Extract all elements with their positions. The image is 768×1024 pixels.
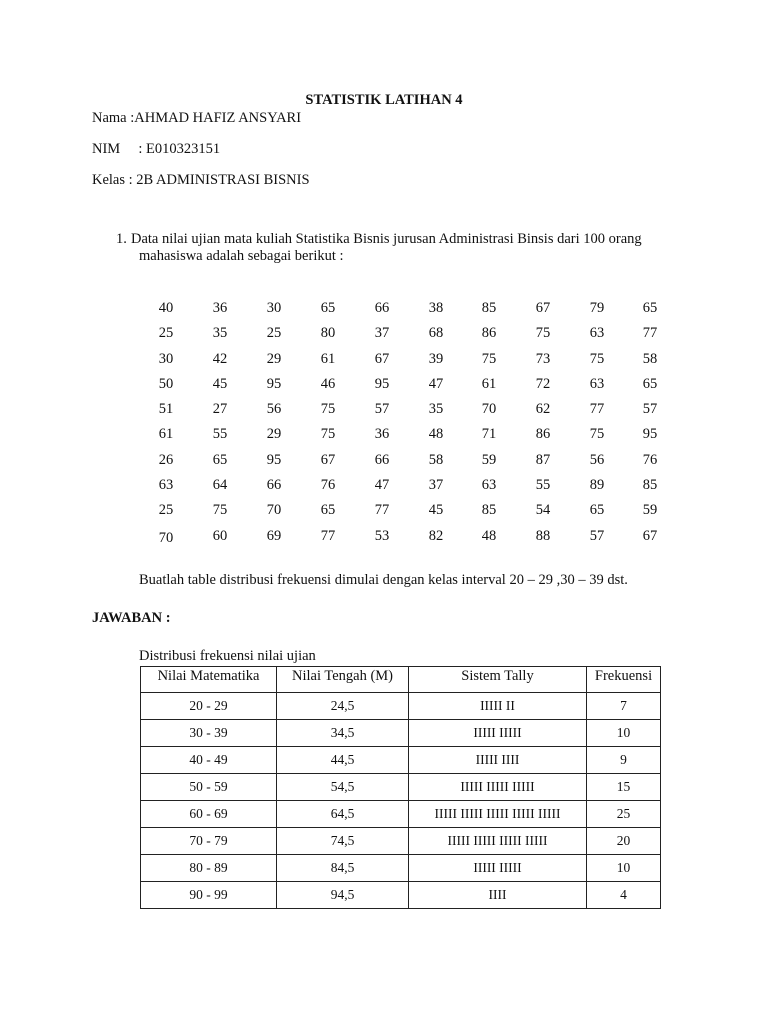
cell-tally: IIIII IIIII (409, 720, 587, 747)
cell-interval: 80 - 89 (141, 855, 277, 882)
cell-interval: 50 - 59 (141, 774, 277, 801)
cell-tally: IIIII IIIII (409, 855, 587, 882)
table-row (141, 774, 661, 801)
raw-value: 65 (642, 375, 658, 392)
raw-value: 63 (589, 375, 605, 392)
raw-value: 59 (481, 451, 497, 468)
raw-value: 61 (158, 426, 174, 443)
student-class: Kelas : 2B ADMINISTRASI BISNIS (92, 172, 310, 188)
table-caption: Distribusi frekuensi nilai ujian (139, 648, 316, 664)
table-row (141, 693, 661, 720)
raw-value: 51 (158, 401, 174, 418)
raw-value: 77 (642, 325, 658, 342)
raw-value: 75 (481, 350, 497, 367)
raw-value: 75 (320, 426, 336, 443)
cell-midpoint: 34,5 (277, 720, 409, 747)
cell-midpoint: 84,5 (277, 855, 409, 882)
raw-value: 63 (481, 477, 497, 494)
cell-interval: 30 - 39 (141, 720, 277, 747)
raw-value: 89 (589, 477, 605, 494)
answer-heading: JAWABAN : (92, 610, 171, 626)
raw-value: 59 (642, 502, 658, 519)
raw-value: 39 (428, 350, 444, 367)
cell-interval: 90 - 99 (141, 882, 277, 909)
raw-value: 58 (428, 451, 444, 468)
raw-value: 77 (374, 502, 390, 519)
raw-value: 45 (428, 502, 444, 519)
raw-value: 86 (481, 325, 497, 342)
raw-value: 63 (158, 477, 174, 494)
raw-value: 57 (374, 401, 390, 418)
raw-value: 65 (642, 300, 658, 316)
table-header-row (141, 667, 661, 693)
raw-value: 55 (212, 426, 228, 443)
cell-tally: IIIII IIIII IIIII (409, 774, 587, 801)
raw-value: 47 (374, 477, 390, 494)
raw-value: 25 (158, 502, 174, 519)
raw-value: 45 (212, 375, 228, 392)
raw-value: 95 (266, 375, 282, 392)
raw-value: 76 (642, 451, 658, 468)
cell-midpoint: 74,5 (277, 828, 409, 855)
raw-value: 29 (266, 426, 282, 443)
table-row (141, 801, 661, 828)
table-row (141, 720, 661, 747)
raw-data-row (148, 452, 668, 477)
raw-value: 53 (374, 527, 390, 544)
raw-data-row (148, 351, 668, 376)
raw-data-row (148, 325, 668, 350)
cell-midpoint: 24,5 (277, 693, 409, 720)
raw-value: 54 (535, 502, 551, 519)
raw-value: 37 (374, 325, 390, 342)
raw-value: 66 (266, 477, 282, 494)
cell-interval: 70 - 79 (141, 828, 277, 855)
raw-value: 67 (320, 451, 336, 468)
question-line-1: Data nilai ujian mata kuliah Statistika Bisnis jurusan Administrasi Binsis dari 100 orang (131, 231, 642, 247)
cell-interval: 40 - 49 (141, 747, 277, 774)
raw-value: 75 (589, 426, 605, 443)
cell-midpoint: 94,5 (277, 882, 409, 909)
raw-value: 30 (266, 300, 282, 316)
raw-value: 70 (481, 401, 497, 418)
cell-frequency: 7 (587, 693, 661, 720)
raw-value: 64 (212, 477, 228, 494)
cell-tally: IIIII IIIII IIIII IIIII (409, 828, 587, 855)
raw-value: 61 (320, 350, 336, 367)
header-nilai-matematika: Nilai Matematika (141, 667, 277, 693)
raw-value: 67 (374, 350, 390, 367)
raw-value: 46 (320, 375, 336, 392)
cell-tally: IIIII IIIII IIIII IIIII IIIII (409, 801, 587, 828)
raw-value: 62 (535, 401, 551, 418)
raw-value: 25 (266, 325, 282, 342)
header-frekuensi: Frekuensi (587, 667, 661, 693)
raw-value: 61 (481, 375, 497, 392)
frequency-table (140, 666, 661, 909)
header-sistem-tally: Sistem Tally (409, 667, 587, 693)
raw-value: 71 (481, 426, 497, 443)
raw-value: 58 (642, 350, 658, 367)
raw-value: 70 (266, 502, 282, 519)
raw-value: 36 (374, 426, 390, 443)
cell-frequency: 15 (587, 774, 661, 801)
raw-data-row (148, 300, 668, 325)
raw-data-row (148, 401, 668, 426)
raw-value: 65 (212, 451, 228, 468)
raw-value: 35 (428, 401, 444, 418)
raw-value: 67 (642, 527, 658, 544)
raw-value: 95 (374, 375, 390, 392)
cell-interval: 20 - 29 (141, 693, 277, 720)
raw-value: 30 (158, 350, 174, 367)
question-number: 1. (116, 231, 127, 247)
table-row (141, 855, 661, 882)
raw-value: 36 (212, 300, 228, 316)
raw-value: 27 (212, 401, 228, 418)
raw-value: 69 (266, 527, 282, 544)
cell-midpoint: 44,5 (277, 747, 409, 774)
raw-value: 29 (266, 350, 282, 367)
cell-frequency: 25 (587, 801, 661, 828)
cell-frequency: 20 (587, 828, 661, 855)
cell-tally: IIIII II (409, 693, 587, 720)
question-line-2: mahasiswa adalah sebagai berikut : (139, 248, 344, 264)
table-row (141, 882, 661, 909)
raw-value: 40 (158, 300, 174, 316)
raw-value: 68 (428, 325, 444, 342)
student-name: Nama :AHMAD HAFIZ ANSYARI (92, 110, 302, 126)
cell-interval: 60 - 69 (141, 801, 277, 828)
raw-value: 82 (428, 527, 444, 544)
raw-data-row (148, 426, 668, 451)
raw-value: 56 (266, 401, 282, 418)
raw-value: 66 (374, 300, 390, 316)
raw-value: 65 (320, 300, 336, 316)
raw-value: 87 (535, 451, 551, 468)
raw-value: 88 (535, 527, 551, 544)
raw-value: 76 (320, 477, 336, 494)
raw-data-grid (148, 300, 668, 553)
raw-value: 37 (428, 477, 444, 494)
raw-value: 48 (428, 426, 444, 443)
raw-value: 77 (320, 527, 336, 544)
raw-value: 66 (374, 451, 390, 468)
raw-value: 79 (589, 300, 605, 316)
page-title: STATISTIK LATIHAN 4 (305, 92, 463, 108)
raw-value: 25 (158, 325, 174, 342)
raw-value: 80 (320, 325, 336, 342)
raw-value: 85 (481, 300, 497, 316)
raw-data-row (148, 502, 668, 527)
raw-value: 75 (212, 502, 228, 519)
raw-value: 95 (642, 426, 658, 443)
cell-frequency: 4 (587, 882, 661, 909)
raw-value: 38 (428, 300, 444, 316)
raw-value: 67 (535, 300, 551, 316)
raw-value: 50 (158, 375, 174, 392)
raw-data-row (148, 376, 668, 401)
raw-data-row (148, 477, 668, 502)
raw-value: 65 (589, 502, 605, 519)
raw-value: 35 (212, 325, 228, 342)
raw-value: 63 (589, 325, 605, 342)
raw-value: 70 (158, 529, 174, 546)
raw-value: 56 (589, 451, 605, 468)
table-row (141, 747, 661, 774)
cell-tally: IIII (409, 882, 587, 909)
raw-value: 55 (535, 477, 551, 494)
raw-value: 47 (428, 375, 444, 392)
cell-frequency: 9 (587, 747, 661, 774)
raw-value: 57 (642, 401, 658, 418)
table-row (141, 828, 661, 855)
raw-value: 77 (589, 401, 605, 418)
raw-value: 75 (589, 350, 605, 367)
raw-value: 75 (320, 401, 336, 418)
raw-value: 85 (481, 502, 497, 519)
raw-value: 26 (158, 451, 174, 468)
cell-frequency: 10 (587, 720, 661, 747)
raw-value: 86 (535, 426, 551, 443)
raw-value: 73 (535, 350, 551, 367)
raw-value: 72 (535, 375, 551, 392)
raw-value: 65 (320, 502, 336, 519)
raw-value: 48 (481, 527, 497, 544)
header-nilai-tengah: Nilai Tengah (M) (277, 667, 409, 693)
student-nim: NIM : E010323151 (92, 141, 221, 157)
cell-midpoint: 54,5 (277, 774, 409, 801)
cell-frequency: 10 (587, 855, 661, 882)
raw-value: 60 (212, 527, 228, 544)
raw-value: 57 (589, 527, 605, 544)
cell-midpoint: 64,5 (277, 801, 409, 828)
raw-value: 95 (266, 451, 282, 468)
raw-value: 85 (642, 477, 658, 494)
raw-data-row (148, 528, 668, 553)
raw-value: 75 (535, 325, 551, 342)
cell-tally: IIIII IIII (409, 747, 587, 774)
question-instruction: Buatlah table distribusi frekuensi dimulai dengan kelas interval 20 – 29 ,30 – 39 dst. (139, 572, 628, 588)
raw-value: 42 (212, 350, 228, 367)
